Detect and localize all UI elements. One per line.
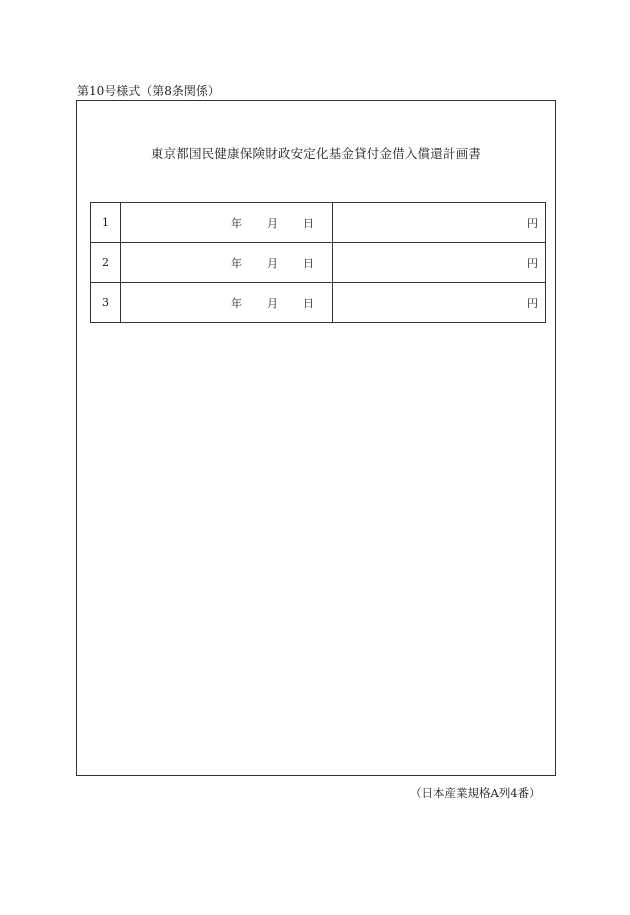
row-number: 1 xyxy=(91,203,121,243)
form-frame xyxy=(76,100,556,776)
month-unit: 月 xyxy=(267,216,278,230)
form-number-label: 第10号様式（第8条関係） xyxy=(77,84,220,98)
amount-field[interactable] xyxy=(333,203,546,243)
row-number: 2 xyxy=(91,243,121,283)
table-row xyxy=(91,283,546,323)
row-number: 3 xyxy=(91,283,121,323)
yen-unit: 円 xyxy=(527,256,538,270)
table-row xyxy=(91,203,546,243)
year-unit: 年 xyxy=(231,216,242,230)
yen-unit: 円 xyxy=(527,216,538,230)
amount-field[interactable] xyxy=(333,283,546,323)
paper-standard-note: （日本産業規格A列4番） xyxy=(410,786,541,800)
year-unit: 年 xyxy=(231,296,242,310)
repayment-schedule-table xyxy=(90,202,546,323)
amount-field[interactable] xyxy=(333,243,546,283)
date-field[interactable] xyxy=(121,243,333,283)
day-unit: 日 xyxy=(303,256,314,270)
date-field[interactable] xyxy=(121,283,333,323)
date-field[interactable] xyxy=(121,203,333,243)
month-unit: 月 xyxy=(267,296,278,310)
document-title: 東京都国民健康保険財政安定化基金貸付金借入償還計画書 xyxy=(150,146,482,161)
table-row xyxy=(91,243,546,283)
month-unit: 月 xyxy=(267,256,278,270)
day-unit: 日 xyxy=(303,296,314,310)
year-unit: 年 xyxy=(231,256,242,270)
yen-unit: 円 xyxy=(527,296,538,310)
day-unit: 日 xyxy=(303,216,314,230)
